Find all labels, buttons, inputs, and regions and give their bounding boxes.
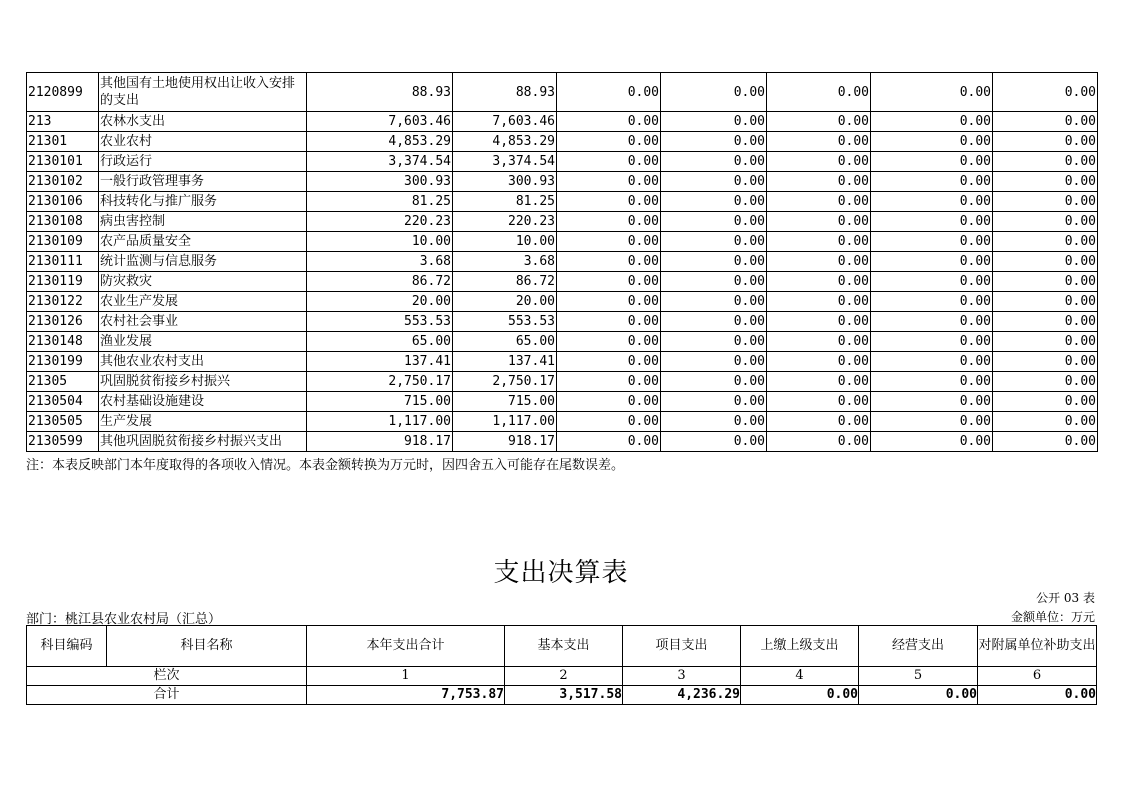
amount-cell: 0.00 — [993, 412, 1098, 432]
expense-summary-table — [26, 625, 1097, 705]
amount-cell: 0.00 — [767, 192, 871, 212]
subject-name-cell: 病虫害控制 — [99, 212, 307, 232]
amount-cell: 0.00 — [661, 312, 767, 332]
subject-name-cell: 农村基础设施建设 — [99, 392, 307, 412]
table-row — [27, 352, 1098, 372]
amount-cell: 300.93 — [307, 172, 453, 192]
amount-cell: 918.17 — [453, 432, 557, 452]
table-row — [27, 152, 1098, 172]
amount-cell: 3,374.54 — [453, 152, 557, 172]
amount-cell: 0.00 — [871, 312, 993, 332]
form-number: 公开 03 表 — [1036, 591, 1095, 605]
table-row — [27, 132, 1098, 152]
amount-cell: 0.00 — [661, 212, 767, 232]
column-index-4: 4 — [741, 667, 859, 686]
amount-cell: 0.00 — [557, 292, 661, 312]
header-business: 经营支出 — [859, 626, 978, 667]
subject-name-cell: 渔业发展 — [99, 332, 307, 352]
amount-cell: 0.00 — [557, 73, 661, 112]
amount-cell: 0.00 — [767, 392, 871, 412]
amount-cell: 0.00 — [661, 272, 767, 292]
header-total: 本年支出合计 — [307, 626, 505, 667]
header-name: 科目名称 — [107, 626, 307, 667]
amount-cell: 0.00 — [661, 372, 767, 392]
amount-cell: 0.00 — [993, 132, 1098, 152]
amount-cell: 0.00 — [993, 73, 1098, 112]
amount-cell: 3,374.54 — [307, 152, 453, 172]
amount-cell: 0.00 — [661, 152, 767, 172]
subject-code-cell: 2130101 — [27, 152, 99, 172]
amount-cell: 0.00 — [767, 332, 871, 352]
total-business-value: 0.00 — [859, 686, 978, 705]
subject-code-cell: 2130122 — [27, 292, 99, 312]
subject-name-cell: 其他国有土地使用权出让收入安排的支出 — [99, 73, 307, 112]
amount-cell: 0.00 — [661, 392, 767, 412]
amount-cell: 0.00 — [767, 312, 871, 332]
amount-cell: 0.00 — [557, 372, 661, 392]
amount-cell: 300.93 — [453, 172, 557, 192]
subject-code-cell: 2130148 — [27, 332, 99, 352]
amount-cell: 0.00 — [993, 252, 1098, 272]
column-index-5: 5 — [859, 667, 978, 686]
table-row — [27, 272, 1098, 292]
subject-code-cell: 2130199 — [27, 352, 99, 372]
total-label: 合计 — [27, 686, 307, 705]
amount-cell: 0.00 — [993, 352, 1098, 372]
subject-name-cell: 其他巩固脱贫衔接乡村振兴支出 — [99, 432, 307, 452]
amount-cell: 0.00 — [993, 272, 1098, 292]
amount-cell: 0.00 — [993, 312, 1098, 332]
amount-cell: 10.00 — [307, 232, 453, 252]
amount-unit-label: 金额单位：万元 — [1010, 610, 1095, 624]
amount-cell: 0.00 — [871, 292, 993, 312]
amount-cell: 0.00 — [767, 352, 871, 372]
amount-cell: 0.00 — [871, 112, 993, 132]
subject-code-cell: 213 — [27, 112, 99, 132]
table-row — [27, 252, 1098, 272]
table-row — [27, 372, 1098, 392]
amount-cell: 7,603.46 — [453, 112, 557, 132]
amount-cell: 0.00 — [557, 252, 661, 272]
amount-cell: 7,603.46 — [307, 112, 453, 132]
amount-cell: 81.25 — [307, 192, 453, 212]
amount-cell: 0.00 — [557, 332, 661, 352]
subject-code-cell: 2130505 — [27, 412, 99, 432]
subject-code-cell: 2130111 — [27, 252, 99, 272]
column-index-row — [27, 667, 1097, 686]
amount-cell: 137.41 — [307, 352, 453, 372]
subject-code-cell: 21305 — [27, 372, 99, 392]
amount-cell: 0.00 — [993, 192, 1098, 212]
column-index-6: 6 — [978, 667, 1097, 686]
amount-cell: 0.00 — [661, 132, 767, 152]
amount-cell: 86.72 — [453, 272, 557, 292]
header-row — [27, 626, 1097, 667]
amount-cell: 0.00 — [557, 432, 661, 452]
header-code: 科目编码 — [27, 626, 107, 667]
amount-cell: 0.00 — [871, 252, 993, 272]
amount-cell: 0.00 — [661, 432, 767, 452]
subject-name-cell: 行政运行 — [99, 152, 307, 172]
table-row — [27, 172, 1098, 192]
amount-cell: 0.00 — [871, 212, 993, 232]
amount-cell: 4,853.29 — [307, 132, 453, 152]
amount-cell: 0.00 — [661, 252, 767, 272]
amount-cell: 20.00 — [307, 292, 453, 312]
header-subsidy: 对附属单位补助支出 — [978, 626, 1097, 667]
total-basic-value: 3,517.58 — [505, 686, 623, 705]
amount-cell: 0.00 — [557, 132, 661, 152]
amount-cell: 0.00 — [767, 252, 871, 272]
amount-cell: 0.00 — [767, 232, 871, 252]
amount-cell: 0.00 — [767, 292, 871, 312]
amount-cell: 0.00 — [993, 112, 1098, 132]
amount-cell: 0.00 — [661, 73, 767, 112]
subject-name-cell: 农林水支出 — [99, 112, 307, 132]
amount-cell: 0.00 — [871, 73, 993, 112]
total-upper-value: 0.00 — [741, 686, 859, 705]
amount-cell: 0.00 — [661, 352, 767, 372]
amount-cell: 0.00 — [871, 152, 993, 172]
amount-cell: 88.93 — [453, 73, 557, 112]
page-title: 支出决算表 — [493, 558, 629, 588]
amount-cell: 0.00 — [767, 172, 871, 192]
amount-cell: 3.68 — [453, 252, 557, 272]
header-project: 项目支出 — [623, 626, 741, 667]
amount-cell: 0.00 — [557, 312, 661, 332]
amount-cell: 220.23 — [453, 212, 557, 232]
subject-name-cell: 农业农村 — [99, 132, 307, 152]
amount-cell: 0.00 — [871, 412, 993, 432]
amount-cell: 0.00 — [767, 432, 871, 452]
amount-cell: 918.17 — [307, 432, 453, 452]
amount-cell: 0.00 — [661, 192, 767, 212]
subject-name-cell: 科技转化与推广服务 — [99, 192, 307, 212]
subject-name-cell: 农产品质量安全 — [99, 232, 307, 252]
amount-cell: 0.00 — [767, 132, 871, 152]
table-row — [27, 292, 1098, 312]
amount-cell: 0.00 — [993, 172, 1098, 192]
table-note: 注：本表反映部门本年度取得的各项收入情况。本表金额转换为万元时，因四舍五入可能存在尾数误差。 — [26, 458, 625, 473]
table-row — [27, 232, 1098, 252]
table-row — [27, 432, 1098, 452]
table-row — [27, 73, 1098, 112]
amount-cell: 0.00 — [557, 192, 661, 212]
amount-cell: 0.00 — [557, 232, 661, 252]
amount-cell: 0.00 — [557, 212, 661, 232]
amount-cell: 20.00 — [453, 292, 557, 312]
amount-cell: 0.00 — [661, 112, 767, 132]
amount-cell: 88.93 — [307, 73, 453, 112]
table-row — [27, 392, 1098, 412]
amount-cell: 0.00 — [557, 172, 661, 192]
amount-cell: 0.00 — [993, 292, 1098, 312]
amount-cell: 0.00 — [661, 172, 767, 192]
column-index-2: 2 — [505, 667, 623, 686]
amount-cell: 0.00 — [993, 432, 1098, 452]
amount-cell: 0.00 — [557, 272, 661, 292]
total-row — [27, 686, 1097, 705]
amount-cell: 0.00 — [871, 192, 993, 212]
amount-cell: 220.23 — [307, 212, 453, 232]
amount-cell: 0.00 — [767, 212, 871, 232]
subject-name-cell: 防灾救灾 — [99, 272, 307, 292]
amount-cell: 81.25 — [453, 192, 557, 212]
subject-code-cell: 2130599 — [27, 432, 99, 452]
subject-code-cell: 2130109 — [27, 232, 99, 252]
column-index-label: 栏次 — [27, 667, 307, 686]
amount-cell: 0.00 — [871, 272, 993, 292]
amount-cell: 10.00 — [453, 232, 557, 252]
amount-cell: 0.00 — [661, 412, 767, 432]
income-detail-body — [27, 73, 1098, 452]
amount-cell: 0.00 — [557, 112, 661, 132]
amount-cell: 0.00 — [767, 73, 871, 112]
amount-cell: 715.00 — [307, 392, 453, 412]
total-value: 7,753.87 — [307, 686, 505, 705]
amount-cell: 0.00 — [767, 272, 871, 292]
total-project-value: 4,236.29 — [623, 686, 741, 705]
column-index-1: 1 — [307, 667, 505, 686]
amount-cell: 3.68 — [307, 252, 453, 272]
subject-name-cell: 一般行政管理事务 — [99, 172, 307, 192]
amount-cell: 0.00 — [557, 352, 661, 372]
amount-cell: 0.00 — [993, 212, 1098, 232]
amount-cell: 0.00 — [767, 152, 871, 172]
subject-code-cell: 2130102 — [27, 172, 99, 192]
table-row — [27, 192, 1098, 212]
amount-cell: 0.00 — [767, 112, 871, 132]
amount-cell: 0.00 — [993, 232, 1098, 252]
subject-code-cell: 2130119 — [27, 272, 99, 292]
amount-cell: 0.00 — [993, 392, 1098, 412]
amount-cell: 0.00 — [767, 412, 871, 432]
amount-cell: 0.00 — [661, 232, 767, 252]
income-detail-table — [26, 72, 1098, 452]
amount-cell: 65.00 — [307, 332, 453, 352]
subject-name-cell: 生产发展 — [99, 412, 307, 432]
column-index-3: 3 — [623, 667, 741, 686]
header-upper: 上缴上级支出 — [741, 626, 859, 667]
department-label: 部门：桃江县农业农村局（汇总） — [26, 612, 222, 627]
amount-cell: 0.00 — [557, 392, 661, 412]
subject-code-cell: 2130108 — [27, 212, 99, 232]
subject-name-cell: 其他农业农村支出 — [99, 352, 307, 372]
amount-cell: 553.53 — [307, 312, 453, 332]
amount-cell: 0.00 — [871, 392, 993, 412]
subject-code-cell: 2130106 — [27, 192, 99, 212]
amount-cell: 0.00 — [871, 372, 993, 392]
amount-cell: 0.00 — [993, 372, 1098, 392]
amount-cell: 0.00 — [767, 372, 871, 392]
amount-cell: 553.53 — [453, 312, 557, 332]
amount-cell: 1,117.00 — [307, 412, 453, 432]
amount-cell: 0.00 — [557, 152, 661, 172]
amount-cell: 1,117.00 — [453, 412, 557, 432]
table-row — [27, 212, 1098, 232]
header-basic: 基本支出 — [505, 626, 623, 667]
amount-cell: 0.00 — [871, 172, 993, 192]
amount-cell: 86.72 — [307, 272, 453, 292]
subject-code-cell: 2130504 — [27, 392, 99, 412]
amount-cell: 0.00 — [871, 352, 993, 372]
subject-code-cell: 2130126 — [27, 312, 99, 332]
amount-cell: 0.00 — [557, 412, 661, 432]
amount-cell: 0.00 — [661, 292, 767, 312]
total-subsidy-value: 0.00 — [978, 686, 1097, 705]
amount-cell: 0.00 — [993, 152, 1098, 172]
subject-name-cell: 巩固脱贫衔接乡村振兴 — [99, 372, 307, 392]
amount-cell: 0.00 — [871, 132, 993, 152]
amount-cell: 0.00 — [871, 332, 993, 352]
amount-cell: 0.00 — [871, 232, 993, 252]
subject-name-cell: 统计监测与信息服务 — [99, 252, 307, 272]
amount-cell: 715.00 — [453, 392, 557, 412]
table-row — [27, 112, 1098, 132]
amount-cell: 4,853.29 — [453, 132, 557, 152]
subject-code-cell: 2120899 — [27, 73, 99, 112]
amount-cell: 137.41 — [453, 352, 557, 372]
amount-cell: 2,750.17 — [307, 372, 453, 392]
table-row — [27, 312, 1098, 332]
subject-name-cell: 农业生产发展 — [99, 292, 307, 312]
table-row — [27, 332, 1098, 352]
amount-cell: 65.00 — [453, 332, 557, 352]
amount-cell: 0.00 — [871, 432, 993, 452]
table-row — [27, 412, 1098, 432]
amount-cell: 0.00 — [661, 332, 767, 352]
subject-code-cell: 21301 — [27, 132, 99, 152]
amount-cell: 2,750.17 — [453, 372, 557, 392]
amount-cell: 0.00 — [993, 332, 1098, 352]
subject-name-cell: 农村社会事业 — [99, 312, 307, 332]
